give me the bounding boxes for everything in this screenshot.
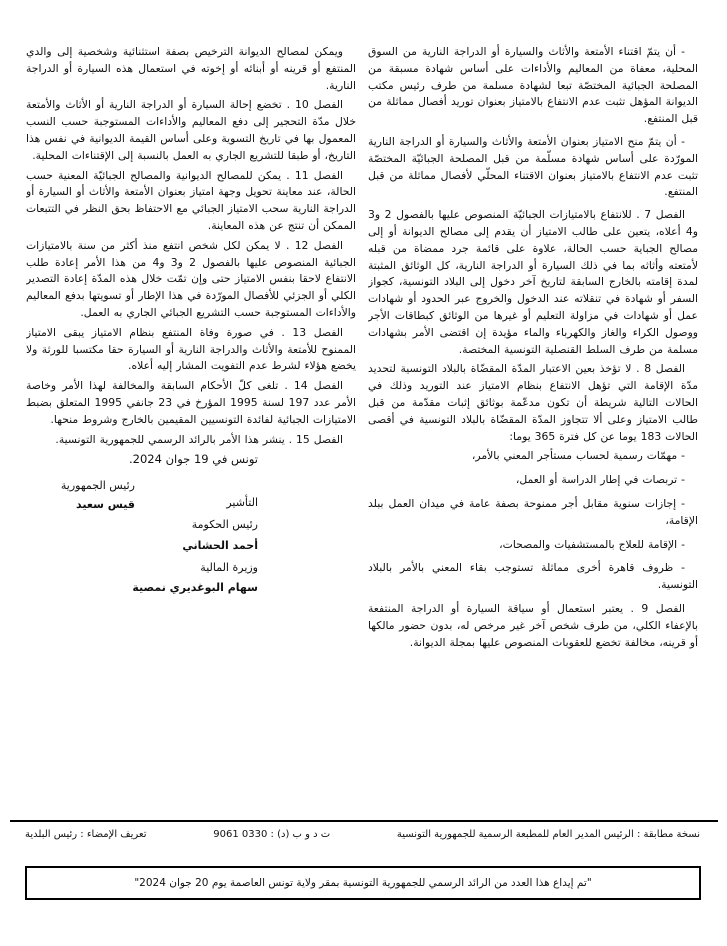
- president-title: رئيس الجمهورية: [60, 479, 135, 493]
- certified-copy-note: نسخة مطابقة : الرئيس المدير العام للمطبعة الرسمية للجمهورية التونسية: [396, 829, 700, 840]
- intro-continuation-paragraph: ويمكن لمصالح الديوانة الترخيص بصفة استثنائية وشخصية إلى والدي المنتفع أو قرينه أو أبنائه أو إخوته في استعمال هذه السيارة أو الدراجة النارية.: [26, 45, 356, 92]
- finance-minister-name: سهام البوغديري نمصية: [132, 581, 258, 595]
- article-12-paragraph: الفصل 12 . لا يمكن لكل شخص انتفع منذ أكثر من سنة بالامتيازات الجبائية المنصوص عليها بالفصول 2 و3 و4 من هذا الأمر إعادة طلب الانتفاع لاحقا بنفس الامتياز حتى وإن تمّت خلال هذه المدّة إعادة التصدير الكلي أو الجزئي للأفصال المورّدة في هذا الإطار أو تسويتها بدفع المعاليم والأداءات المستوجبة حسب التشريع الجبائي الجاري به العمل.: [26, 238, 356, 319]
- head-of-government-title: رئيس الحكومة: [191, 518, 258, 532]
- left-column: [26, 44, 356, 824]
- article-9-paragraph: الفصل 9 . يعتبر استعمال أو سياقة السيارة أو الدراجة المنتفعة بالإعفاء الكلي، من طرف شخص آخر غير مرخص له، بدون حضور مالكها أو قرينه، مخالفة تخضع للعقوبات المنصوص عليها بمجلة الديوانة.: [368, 601, 698, 649]
- bullet-import-privilege: - أن يتمّ منح الامتياز بعنوان الأمتعة والأثاث والسيارة أو الدراجة النارية المورّدة على أساس شهادة مسلّمة من قبل المصلحة الجبائيّة المختصّة تثبت عدم الانتفاع بالامتياز بعنوان الاقتناء المحلّي لأفصال مماثلة من قبل المنتفع.: [368, 134, 698, 199]
- head-of-government-name: أحمد الحشاني: [182, 539, 258, 553]
- finance-minister-title: وزيرة المالية: [200, 561, 258, 575]
- signature-block: [26, 452, 356, 604]
- article-13-paragraph: الفصل 13 . في صورة وفاة المنتفع بنظام الامتياز يبقى الامتياز الممنوح للأمتعة والأثاث والدراجة النارية أو السيارة حقا مكتسبا للورثة ولا يخضع هؤلاء لشرط عدم التفويت المشار إليه أعلاه.: [26, 325, 356, 373]
- president-name: قيس سعيد: [76, 498, 135, 512]
- place-and-date-line: تونس في 19 جوان 2024.: [129, 452, 258, 467]
- article-8-item-internships: - تربصات في إطار الدراسة أو العمل،: [515, 473, 685, 487]
- countersign-label: التأشير: [226, 496, 258, 510]
- two-column-text-block: [26, 44, 698, 824]
- article-14-paragraph: الفصل 14 . تلغى كلّ الأحكام السابقة والمخالفة لهذا الأمر وخاصة الأمر عدد 197 لسنة 1995 المؤرخ في 23 جانفي 1995 المتعلق بضبط الامتيازات الجبائية لفائدة التونسيين المقيمين بالخارج وشروط منحها.: [26, 379, 356, 426]
- signature-certification-note: تعريف الإمضاء : رئيس البلدية: [25, 829, 147, 840]
- article-7-paragraph: الفصل 7 . للانتفاع بالامتيازات الجبائيّة المنصوص عليها بالفصول 2 و3 و4 أعلاه، يتعين على طالب الامتياز أن يقدم إلى مصالح الديوانة أو إلى مصالح الجباية حسب الحالة، علاوة على قائمة جرد ممضاة من قبله لأمتعته وأثاثه بما في ذلك السيارة أو الدراجة النارية، كل الوثائق المثبتة لمدة إقامته بالخارج السابقة لتاريخ آخر دخول إلى البلاد التونسية، كجواز السفر أو شهادة في تنقلاته عند الدخول والخروج عبر الحدود أو شهادات عمل أو شهادات في مزاولة التعليم أو غيرها من الوثائق كبطاقات الأجر ووصول الكراء والغاز والكهرباء والماء مؤيدة إن اقتضى الأمر بشهادات مسلمة من طرف السلط القنصلية التونسية المختصة.: [368, 208, 698, 356]
- article-8-item-hospital-stay: - الإقامة للعلاج بالمستشفيات والمصحات،: [499, 537, 685, 551]
- deposit-notice-box: [25, 866, 701, 900]
- right-column: [368, 44, 698, 824]
- bullet-local-acquisition: - أن يتمّ اقتناء الأمتعة والأثاث والسيارة أو الدراجة النارية من السوق المحلية، معفاة من المعاليم والأداءات على أساس شهادة مسبقة من المصلحة الجبائية المختصّة تبعا لشهادة مسلمة من طرف رئيس مكتب الديوانة المؤهل تثبت عدم الانتفاع بالامتياز بعنوان توريد أفصال مماثلة من قبل المنتفع.: [368, 45, 698, 126]
- president-signature-group: [61, 479, 135, 511]
- footer-divider-rule: [10, 820, 718, 822]
- article-8-paragraph: الفصل 8 . لا تؤخذ بعين الاعتبار المدّة المقضّاة بالبلاد التونسية لتحديد مدّة الإقامة التي تؤهل الانتفاع بنظام الامتياز عند التوريد وذلك في الحالات التالية شريطة أن تكون مدعّمة بوثائق إثبات مقدّمة من قبل طالب الامتياز وعلى ألا تتجاوز المدّة المقضّاة بالبلاد التونسية في أقصى الحالات 183 يوما عن كل فترة 365 يوما:: [368, 362, 698, 443]
- article-8-item-force-majeure: - ظروف قاهرة أخرى مماثلة تستوجب بقاء المعني بالأمر بالبلاد التونسية.: [368, 561, 698, 592]
- article-8-item-annual-leave: - إجازات سنوية مقابل أجر ممنوحة بصفة عامة في ميدان العمل ببلد الإقامة،: [368, 496, 698, 527]
- article-8-item-list: [368, 448, 698, 594]
- article-15-paragraph: الفصل 15 . ينشر هذا الأمر بالرائد الرسمي للجمهورية التونسية.: [55, 432, 343, 446]
- article-10-paragraph: الفصل 10 . تخضع إحالة السيارة أو الدراجة النارية أو الأثاث والأمتعة خلال مدّة التحجير إلى دفع المعاليم والأداءات المستوجبة حسب النسب المعمول بها في تاريخ التسوية وعلى أساس القيمة الديوانية في نفس هذا التاريخ، أو طبقا للتشريع الجاري به العمل بالنسبة إلى الإقتناءات المحلية.: [26, 98, 356, 162]
- article-8-item-official-missions: - مهمّات رسمية لحساب مستأجر المعني بالأمر،: [471, 449, 685, 463]
- article-11-paragraph: الفصل 11 . يمكن للمصالح الديوانية والمصالح الجبائيّة المعنية حسب الحالة، عند معاينة تحويل وجهة امتياز بعنوان الأمتعة والأثاث أو السيارة أو الدراجة النارية سحب الامتياز الجبائي مع الاحتفاظ بحق النظر في التتبعات الممكن أن تنتج عن هذه المعاينة.: [26, 168, 356, 232]
- issn-code: ت د و ب (د) : 0330 9061: [213, 829, 331, 840]
- deposit-notice-text: "تم إيداع هذا العدد من الرائد الرسمي للجمهورية التونسية بمقر ولاية تونس العاصمة يوم 20 جوان 2024": [134, 877, 592, 889]
- footer-imprint-row: [25, 829, 700, 840]
